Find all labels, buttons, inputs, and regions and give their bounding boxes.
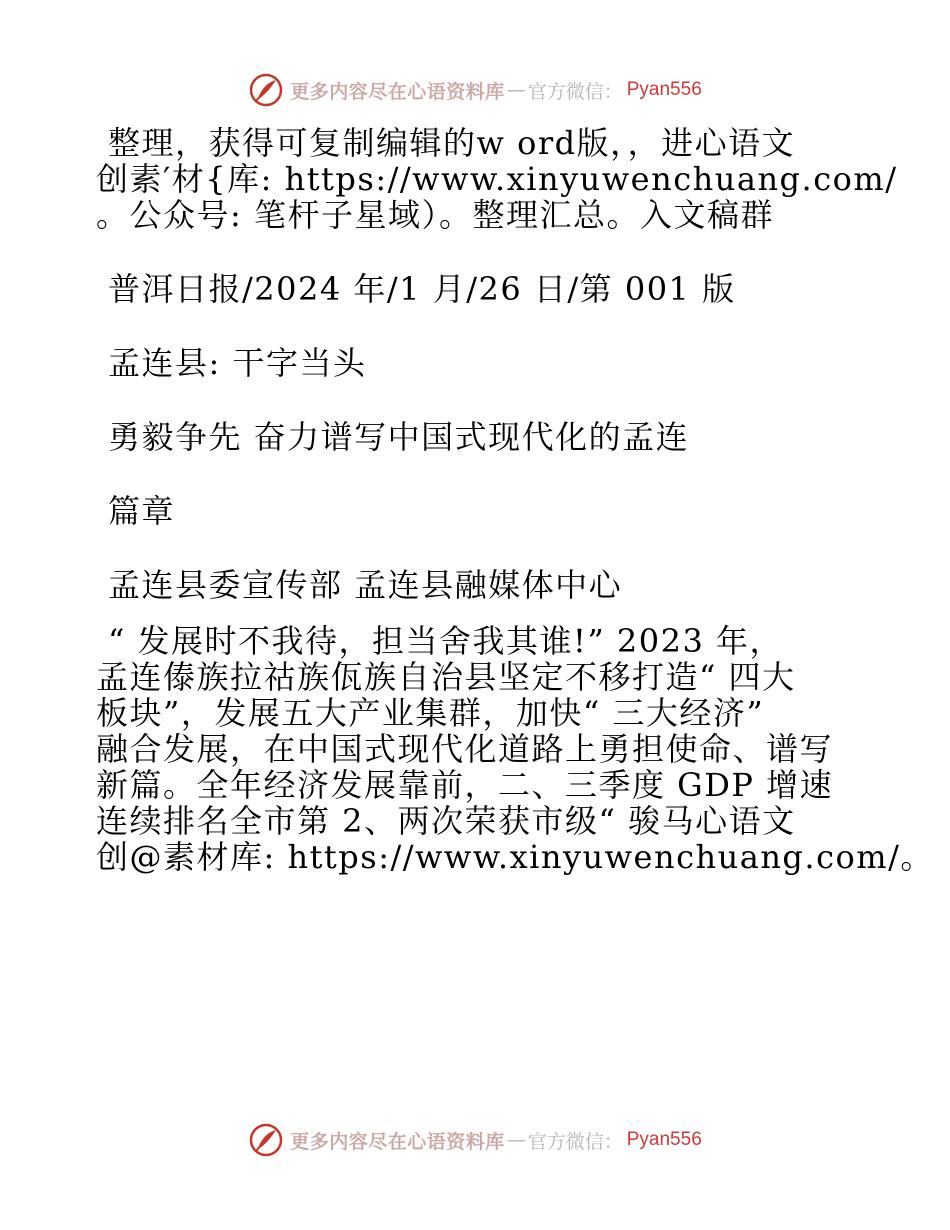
document-body <box>96 124 934 876</box>
watermark-separator: — <box>506 79 526 101</box>
body-line: 创@素材库: https://www.xinyuwenchuang.com/。 <box>96 838 934 876</box>
watermark-text: 更多内容尽在心语资料库 <box>290 80 505 103</box>
watermark-separator: — <box>506 1129 526 1151</box>
body-line: “ 发展时不我待，担当舍我其谁!” 2023 年， <box>108 622 784 660</box>
bottom-watermark <box>0 1120 950 1160</box>
body-line: 板块”，发展五大产业集群，加快“ 三大经济” <box>96 694 765 732</box>
intro-line: 整理，获得可复制编辑的w ord版，，进心语文 <box>108 124 796 162</box>
intro-paragraph <box>96 124 898 234</box>
watermark-label: 官方微信： <box>527 1130 623 1153</box>
watermark-text: 更多内容尽在心语资料库 <box>290 1130 505 1153</box>
headline-title: 勇毅争先 奋力谱写中国式现代化的孟连 <box>108 418 690 456</box>
dateline: 普洱日报/2024 年/1 月/26 日/第 001 版 <box>108 270 736 308</box>
headline-kicker: 孟连县: 干字当头 <box>108 344 367 382</box>
body-line: 连续排名全市第 2、两次荣获市级“ 骏马心语文 <box>96 802 796 840</box>
body-line: 新篇。全年经济发展靠前，二、三季度 GDP 增速 <box>96 766 834 804</box>
body-line: 孟连傣族拉祜族佤族自治县坚定不移打造“ 四大 <box>96 658 796 696</box>
watermark-code: Pyan556 <box>626 79 702 100</box>
intro-line: 。公众号: 笔杆子星域）。整理汇总。入文稿群 <box>96 196 774 234</box>
top-watermark <box>0 70 950 110</box>
watermark-label: 官方微信： <box>527 80 623 103</box>
watermark-code: Pyan556 <box>626 1129 702 1150</box>
feather-logo-icon <box>248 1122 284 1158</box>
body-line: 融合发展，在中国式现代化道路上勇担使命、谱写 <box>96 730 834 768</box>
feather-logo-icon <box>248 72 284 108</box>
byline: 孟连县委宣传部 孟连县融媒体中心 <box>108 566 623 604</box>
headline-title-cont: 篇章 <box>108 492 176 530</box>
intro-line: 创素′材{库: https://www.xinyuwenchuang.com/ <box>96 160 898 198</box>
body-paragraph <box>96 622 934 876</box>
